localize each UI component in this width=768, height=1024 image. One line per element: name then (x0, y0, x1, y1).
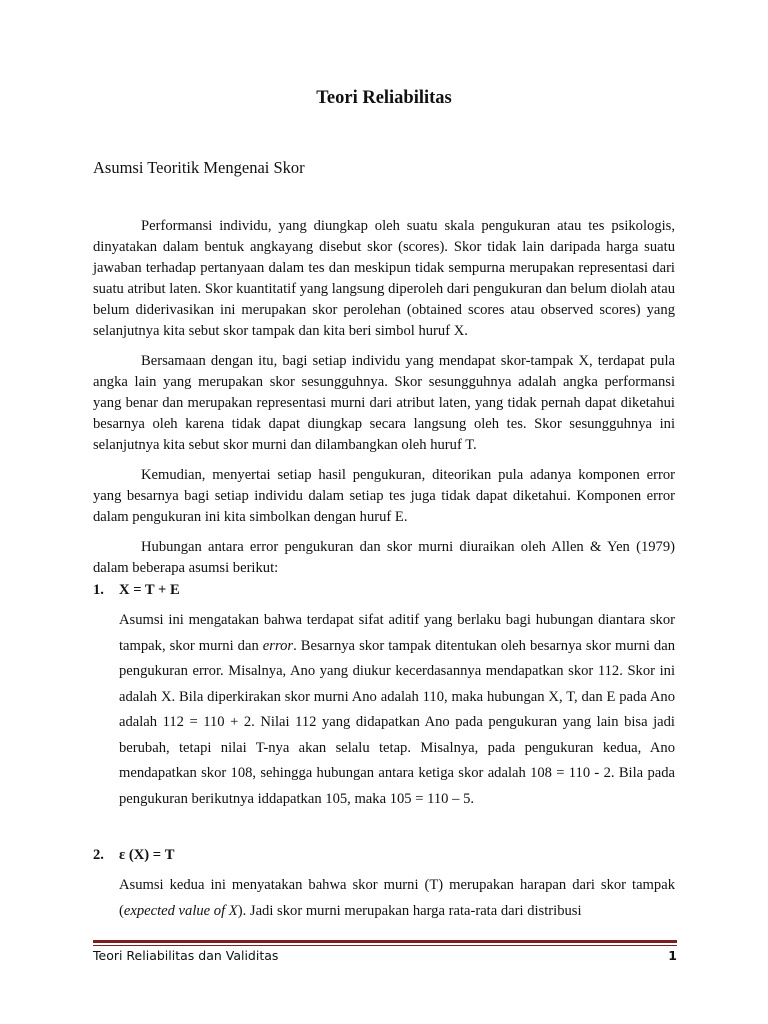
footer-rule-thick (93, 940, 677, 943)
section-heading: Asumsi Teoritik Mengenai Skor (93, 158, 305, 177)
assumption-item-1 (93, 580, 675, 812)
footer-label: Teori Reliabilitas dan Validitas (93, 948, 279, 963)
assumption-number: 1. (93, 582, 104, 598)
assumption-heading (93, 845, 675, 865)
assumption-item-2 (93, 845, 675, 924)
page-footer (93, 948, 677, 963)
assumption-formula: ε (X) = T (119, 847, 175, 863)
assumption-number: 2. (93, 847, 104, 863)
paragraph: Kemudian, menyertai setiap hasil pengukuran, diteorikan pula adanya komponen error yang besarnya bagi setiap individu dalam setiap tes juga tidak dapat diketahui. Komponen error dalam pengukuran ini kita simbolkan dengan huruf E. (93, 467, 675, 525)
text-run: . Besarnya skor tampak ditentukan oleh besarnya skor murni dan pengukuran error. Misalnya, Ano yang diukur kecerdasannya mendapatkan skor 112. Skor ini adalah X. Bila diperkirakan skor murni Ano adalah 110, maka hubungan X, T, dan E pada Ano adalah 112 = 110 + 2. Nilai 112 yang didapatkan Ano pada pengukuran yang lain bisa jadi berubah, tetapi nilai T-nya akan selalu tetap. Misalnya, pada pengukuran kedua, Ano mendapatkan skor 108, sehingga hubungan antara ketiga skor adalah 108 = 110 - 2. Bila pada pengukuran berikutnya iddapatkan 105, maka 105 = 110 – 5. (119, 637, 675, 807)
page-title: Teori Reliabilitas (316, 88, 452, 108)
text-run: Asumsi ini mengatakan bahwa terdapat sifat aditif yang berlaku bagi hubungan diantara skor tampak, skor murni dan (119, 612, 675, 654)
footer-rule-thin (93, 945, 677, 946)
text-run: Asumsi kedua ini menyatakan bahwa skor murni (T) merupakan harapan dari skor tampak ( (119, 877, 675, 919)
assumption-text (119, 873, 675, 924)
text-run-italic: error (262, 637, 294, 654)
assumption-formula: X = T + E (119, 582, 180, 598)
intro-text (93, 216, 675, 588)
text-run: ). Jadi skor murni merupakan harga rata-rata dari distribusi (237, 902, 582, 919)
page-number: 1 (668, 948, 677, 963)
paragraph: Bersamaan dengan itu, bagi setiap individu yang mendapat skor-tampak X, terdapat pula angka lain yang merupakan skor sesungguhnya. Skor sesungguhnya adalah angka performansi yang benar dan merupakan representasi murni dari atribut laten, yang tidak pernah dapat diketahui besarnya oleh karena tidak dapat diungkap secara langsung oleh tes. Skor sesungguhnya ini selanjutnya kita sebut skor murni dan dilambangkan oleh huruf T. (93, 353, 675, 453)
paragraph: Hubungan antara error pengukuran dan skor murni diuraikan oleh Allen & Yen (1979) dalam beberapa asumsi berikut: (93, 539, 675, 576)
paragraph: Performansi individu, yang diungkap oleh suatu skala pengukuran atau tes psikologis, dinyatakan dalam bentuk angkayang disebut skor (scores). Skor tidak lain daripada harga suatu jawaban terhadap pertanyaan dalam tes dan meskipun tidak sempurna merupakan representasi dari suatu atribut laten. Skor kuantitatif yang langsung diperoleh dari pengukuran dan belum diolah atau belum diderivasikan ini merupakan skor perolehan (obtained scores atau observed scores) yang selanjutnya kita sebut skor tampak dan kita beri simbol huruf X. (93, 218, 675, 339)
assumption-text (119, 608, 675, 812)
assumption-heading (93, 580, 675, 600)
text-run-italic: expected value of X (123, 902, 238, 919)
